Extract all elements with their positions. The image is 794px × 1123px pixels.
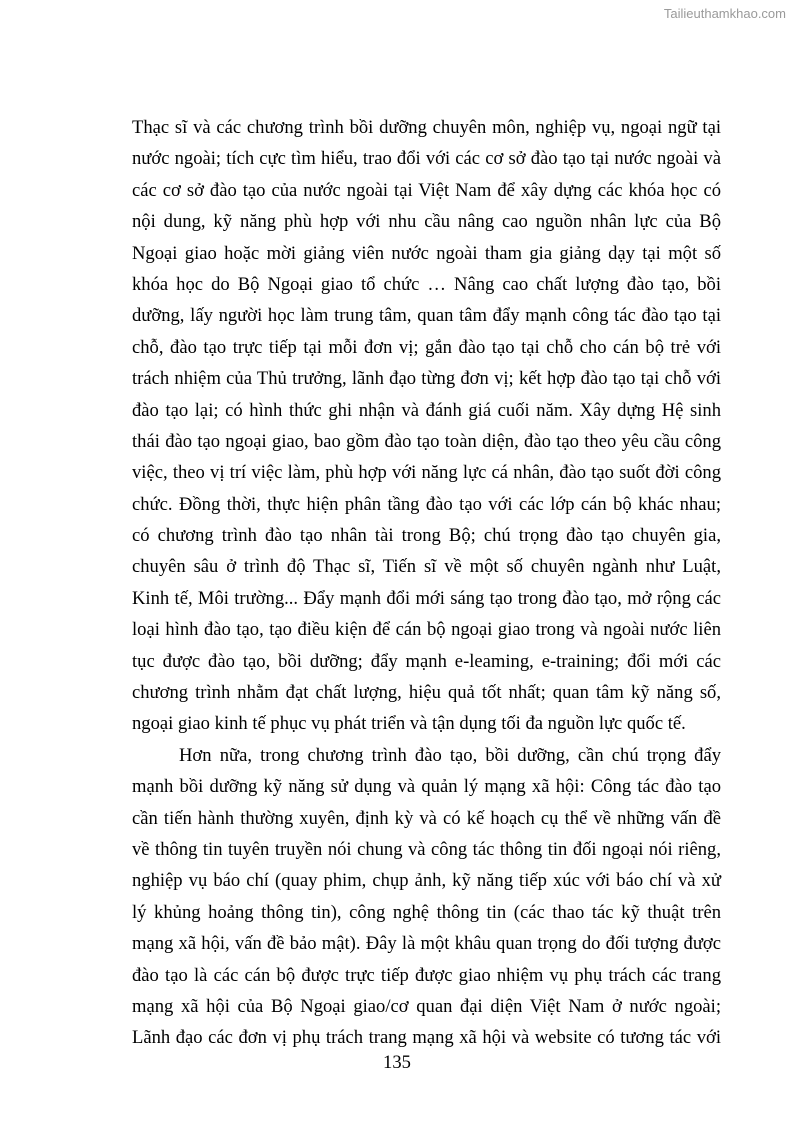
text-line: mạng xã hội, vấn đề bảo mật). Đây là một khâu quan trọng do đối tượng được (132, 933, 721, 955)
text-line: khóa học do Bộ Ngoại giao tổ chức … Nâng cao chất lượng đào tạo, bồi (132, 273, 721, 295)
text-line: chức. Đồng thời, thực hiện phân tầng đào tạo với các lớp cán bộ khác nhau; (132, 493, 721, 515)
document-body (132, 112, 721, 1054)
text-line: Thạc sĩ và các chương trình bồi dưỡng chuyên môn, nghiệp vụ, ngoại ngữ tại (132, 117, 721, 138)
text-line: nội dung, kỹ năng phù hợp với nhu cầu nâng cao nguồn nhân lực của Bộ (132, 211, 721, 233)
watermark: Tailieuthamkhao.com (663, 6, 786, 21)
text-line: chỗ, đào tạo trực tiếp tại mỗi đơn vị; gắn đào tạo tại chỗ cho cán bộ trẻ với (132, 336, 721, 358)
text-line: các cơ sở đào tạo của nước ngoài tại Việt Nam để xây dựng các khóa học có (132, 179, 721, 201)
text-line: dưỡng, lấy người học làm trung tâm, quan tâm đẩy mạnh công tác đào tạo tại (132, 305, 721, 327)
paragraph-2 (132, 740, 721, 1054)
text-line: Ngoại giao hoặc mời giảng viên nước ngoài tham gia giảng dạy tại một số (132, 242, 721, 264)
text-line: tục được đào tạo, bồi dưỡng; đẩy mạnh e-leaming, e-training; đổi mới các (132, 650, 721, 672)
text-line: thái đào tạo ngoại giao, bao gồm đào tạo toàn diện, đào tạo theo yêu cầu công (132, 430, 721, 452)
text-line: việc, theo vị trí việc làm, phù hợp với năng lực cá nhân, đào tạo suốt đời công (132, 462, 721, 484)
text-line: cần tiến hành thường xuyên, định kỳ và có kế hoạch cụ thể về những vấn đề (132, 807, 721, 829)
text-line: mạng xã hội của Bộ Ngoại giao/cơ quan đại diện Việt Nam ở nước ngoài; (132, 995, 721, 1017)
text-line: trách nhiệm của Thủ trưởng, lãnh đạo từng đơn vị; kết hợp đào tạo tại chỗ với (132, 368, 721, 390)
page-number: 135 (383, 1052, 411, 1073)
text-line: đào tạo là các cán bộ được trực tiếp được giao nhiệm vụ phụ trách các trang (132, 964, 721, 986)
text-line: chương trình nhằm đạt chất lượng, hiệu quả tốt nhất; quan tâm kỹ năng số, (132, 682, 721, 704)
text-line: mạnh bồi dưỡng kỹ năng sử dụng và quản lý mạng xã hội: Công tác đào tạo (132, 776, 721, 798)
paragraph-1 (132, 112, 721, 740)
text-line: loại hình đào tạo, tạo điều kiện để cán bộ ngoại giao trong và ngoài nước liên (132, 619, 721, 641)
text-line: lý khủng hoảng thông tin), công nghệ thông tin (các thao tác kỹ thuật trên (132, 901, 721, 923)
text-line: chuyên sâu ở trình độ Thạc sĩ, Tiến sĩ về một số chuyên ngành như Luật, (132, 556, 721, 578)
text-line: nước ngoài; tích cực tìm hiểu, trao đổi với các cơ sở đào tạo tại nước ngoài và (132, 148, 721, 170)
text-line: đào tạo lại; có hình thức ghi nhận và đánh giá cuối năm. Xây dựng Hệ sinh (132, 399, 721, 421)
text-line: Hơn nữa, trong chương trình đào tạo, bồi dưỡng, cần chú trọng đẩy (179, 744, 721, 766)
text-line: Kinh tế, Môi trường... Đẩy mạnh đổi mới sáng tạo trong đào tạo, mở rộng các (132, 587, 721, 609)
text-line: Lãnh đạo các đơn vị phụ trách trang mạng xã hội và website có tương tác với (132, 1027, 721, 1049)
text-line: có chương trình đào tạo nhân tài trong Bộ; chú trọng đào tạo chuyên gia, (132, 525, 721, 547)
text-line: ngoại giao kinh tế phục vụ phát triển và tận dụng tối đa nguồn lực quốc tế. (132, 713, 686, 735)
text-line: nghiệp vụ báo chí (quay phim, chụp ảnh, kỹ năng tiếp xúc với báo chí và xử (132, 870, 721, 892)
text-line: về thông tin tuyên truyền nói chung và công tác thông tin đối ngoại nói riêng, (132, 838, 721, 860)
